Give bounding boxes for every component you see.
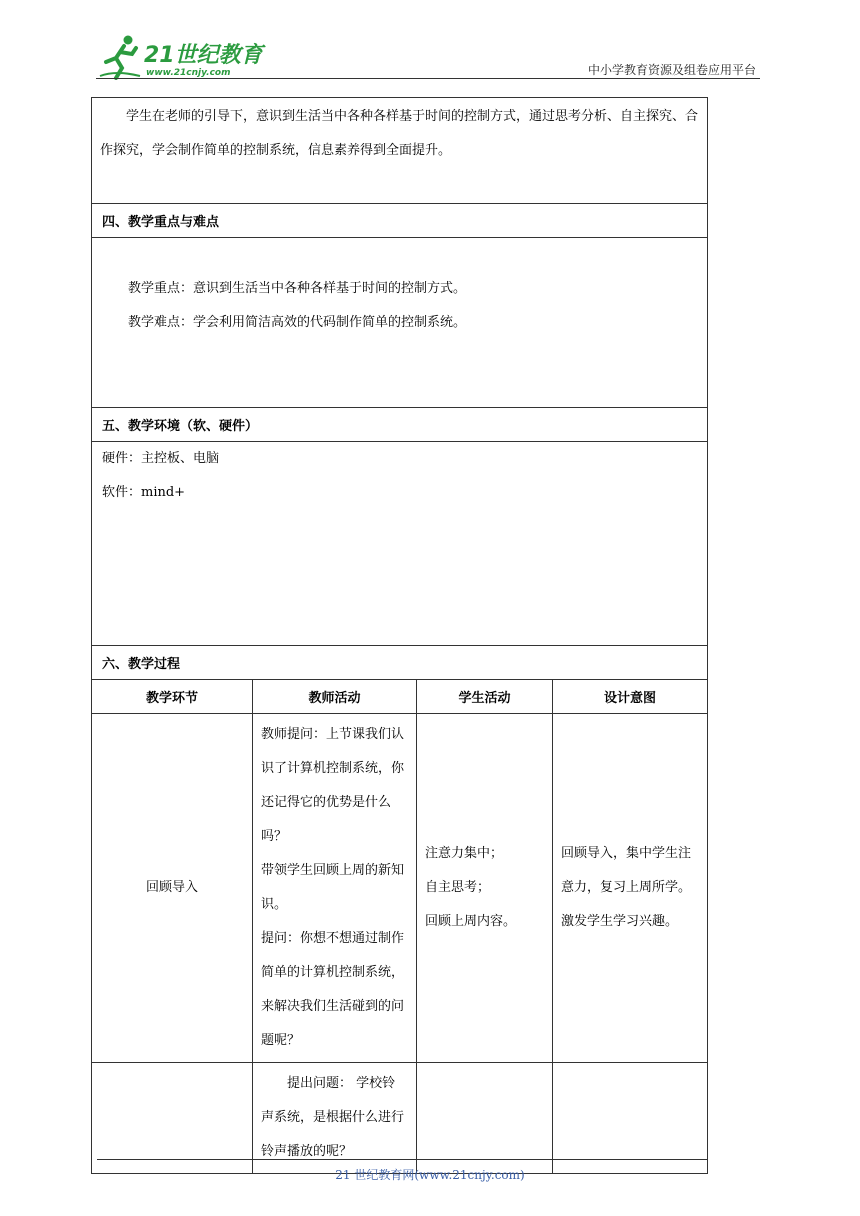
teacher-activity-line: 带领学生回顾上周的新知识。 (261, 863, 405, 912)
teacher-activity-line: 提出问题： 学校铃声系统，是根据什么进行铃声播放的呢？ (261, 1076, 405, 1159)
software-text: 软件：mind+ (102, 485, 186, 500)
difficulty-text: 教学难点：学会利用简洁高效的代码制作简单的控制系统。 (128, 315, 467, 330)
runner-icon (100, 36, 140, 79)
teacher-activity-line: 教师提问：上节课我们认识了计算机控制系统，你还记得它的优势是什么吗？ (261, 727, 405, 844)
teacher-activity-line: 提问：你想不想通过制作简单的计算机控制系统，来解决我们生活碰到的问题呢？ (261, 931, 405, 1048)
column-header-intent: 设计意图 (553, 680, 708, 714)
design-intent-cell (553, 714, 708, 1063)
key-points-cell (92, 238, 708, 408)
platform-name: 中小学教育资源及组卷应用平台 (587, 63, 756, 77)
design-intent-cell (553, 1063, 708, 1174)
section-title-environment: 五、教学环境（软、硬件） (92, 408, 708, 442)
stage-cell (92, 1063, 253, 1174)
stage-cell: 回顾导入 (92, 714, 253, 1063)
lesson-plan-table (91, 97, 708, 1174)
logo (96, 32, 266, 80)
footer-divider (97, 1159, 708, 1160)
logo-text: 21世纪教育 (144, 43, 263, 68)
column-header-student: 学生活动 (417, 680, 553, 714)
environment-cell (92, 442, 708, 646)
goals-cell (92, 98, 708, 204)
footer-text: 21 世纪教育网(www.21cnjy.com) (335, 1168, 525, 1182)
hardware-text: 硬件：主控板、电脑 (102, 451, 220, 466)
goals-paragraph: 学生在老师的引导下，意识到生活当中各种各样基于时间的控制方式，通过思考分析、自主探究、合作探究，学会制作简单的控制系统，信息素养得到全面提升。 (100, 109, 699, 158)
page-header (96, 30, 760, 80)
teacher-activity-cell (253, 714, 417, 1063)
key-point-text: 教学重点：意识到生活当中各种各样基于时间的控制方式。 (128, 281, 467, 296)
logo-url: www.21cnjy.com (146, 68, 231, 78)
teacher-activity-cell (253, 1063, 417, 1174)
student-activity-cell (417, 1063, 553, 1174)
student-activity-line: 注意力集中； (425, 846, 504, 861)
student-activity-cell (417, 714, 553, 1063)
section-title-key-points: 四、教学重点与难点 (92, 204, 708, 238)
column-header-stage: 教学环节 (92, 680, 253, 714)
design-intent-text: 回顾导入，集中学生注意力，复习上周所学。激发学生学习兴趣。 (561, 846, 692, 929)
table-row (92, 1063, 708, 1174)
header-divider (96, 78, 760, 79)
column-header-teacher: 教师活动 (253, 680, 417, 714)
table-row (92, 714, 708, 1063)
student-activity-line: 自主思考； (425, 880, 491, 895)
section-title-process: 六、教学过程 (92, 646, 708, 680)
student-activity-line: 回顾上周内容。 (425, 914, 517, 929)
